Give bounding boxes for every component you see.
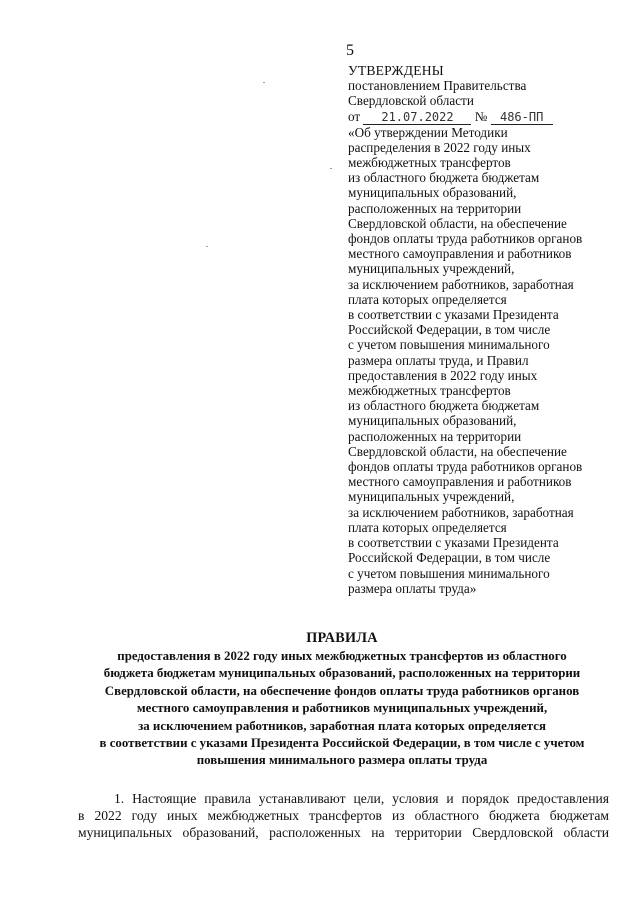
approval-title-line: «Об утверждении Методики bbox=[348, 124, 508, 140]
approval-title-line: межбюджетных трансфертов bbox=[348, 383, 511, 399]
approval-title-line: за исключением работников, заработная bbox=[348, 276, 574, 292]
approval-title-line: размера оплаты труда, и Правил bbox=[348, 352, 529, 368]
approval-title-line: размера оплаты труда» bbox=[348, 580, 477, 596]
approval-title-line: муниципальных образований, bbox=[348, 185, 517, 201]
date-prefix: от bbox=[348, 108, 361, 124]
approval-title-line: муниципальных учреждений, bbox=[348, 489, 515, 505]
approval-date-line bbox=[348, 109, 618, 125]
scan-speck bbox=[206, 246, 208, 247]
subtitle-line: местного самоуправления и работников муниципальных учреждений, bbox=[136, 701, 548, 716]
approval-title-line: муниципальных учреждений, bbox=[348, 261, 515, 277]
approval-heading: УТВЕРЖДЕНЫ bbox=[348, 63, 444, 78]
approval-region-line: Свердловской области bbox=[348, 93, 474, 109]
approval-title-line: местного самоуправления и работников bbox=[348, 246, 572, 262]
approval-title-line: распределения в 2022 году иных bbox=[348, 139, 531, 155]
approval-title-line: с учетом повышения минимального bbox=[348, 565, 550, 581]
document-subtitle bbox=[56, 648, 628, 770]
approval-title-line: муниципальных образований, bbox=[348, 413, 517, 429]
body-line: муниципальных образований, расположенных на территории Свердловской области bbox=[78, 825, 609, 841]
approval-title-line: фондов оплаты труда работников органов bbox=[348, 459, 583, 475]
approval-title-line: Российской Федерации, в том числе bbox=[348, 550, 551, 566]
approval-title bbox=[348, 125, 618, 596]
approval-title-line: из областного бюджета бюджетам bbox=[348, 170, 540, 186]
approval-title-line: в соответствии с указами Президента bbox=[348, 535, 559, 551]
approval-title-line: расположенных на территории bbox=[348, 200, 522, 216]
approval-title-line: Свердловской области, на обеспечение bbox=[348, 215, 567, 231]
number-prefix: № bbox=[474, 108, 488, 124]
scan-speck bbox=[330, 168, 332, 169]
subtitle-line: в соответствии с указами Президента Российской Федерации, в том числе с учетом bbox=[99, 736, 585, 751]
approval-title-line: с учетом повышения минимального bbox=[348, 337, 550, 353]
approval-title-line: фондов оплаты труда работников органов bbox=[348, 231, 583, 247]
approval-stamp bbox=[348, 63, 618, 596]
approval-decree-line: постановлением Правительства bbox=[348, 78, 527, 94]
approval-title-line: местного самоуправления и работников bbox=[348, 474, 572, 490]
approval-title-line: из областного бюджета бюджетам bbox=[348, 398, 540, 414]
scan-speck bbox=[263, 82, 265, 83]
subtitle-line: повышения минимального размера оплаты труда bbox=[196, 753, 488, 768]
approval-title-line: Российской Федерации, в том числе bbox=[348, 322, 551, 338]
document-title: ПРАВИЛА bbox=[306, 630, 378, 646]
approval-title-line: предоставления в 2022 году иных bbox=[348, 367, 538, 383]
approval-title-line: за исключением работников, заработная bbox=[348, 504, 574, 520]
approval-title-line: расположенных на территории bbox=[348, 428, 522, 444]
approval-title-line: межбюджетных трансфертов bbox=[348, 155, 511, 171]
approval-title-line: в соответствии с указами Президента bbox=[348, 307, 559, 323]
page-number: 5 bbox=[346, 42, 354, 59]
approval-title-line: плата которых определяется bbox=[348, 291, 507, 307]
document-body bbox=[78, 790, 609, 842]
approval-title-line: Свердловской области, на обеспечение bbox=[348, 443, 567, 459]
body-line: в 2022 году иных межбюджетных трансфертов из областного бюджета бюджетам bbox=[78, 808, 609, 824]
date-value: 21.07.2022 bbox=[363, 111, 471, 125]
approval-title-line: плата которых определяется bbox=[348, 519, 507, 535]
body-line: 1. Настоящие правила устанавливают цели, условия и порядок предоставления bbox=[114, 791, 609, 806]
subtitle-line: за исключением работников, заработная плата которых определяется bbox=[138, 718, 546, 733]
subtitle-line: предоставления в 2022 году иных межбюджетных трансфертов из областного bbox=[117, 649, 567, 663]
number-value: 486-ПП bbox=[491, 111, 553, 125]
subtitle-line: Свердловской области, на обеспечение фондов оплаты труда работников органов bbox=[104, 683, 580, 698]
subtitle-line: бюджета бюджетам муниципальных образований, расположенных на территории bbox=[103, 666, 581, 681]
